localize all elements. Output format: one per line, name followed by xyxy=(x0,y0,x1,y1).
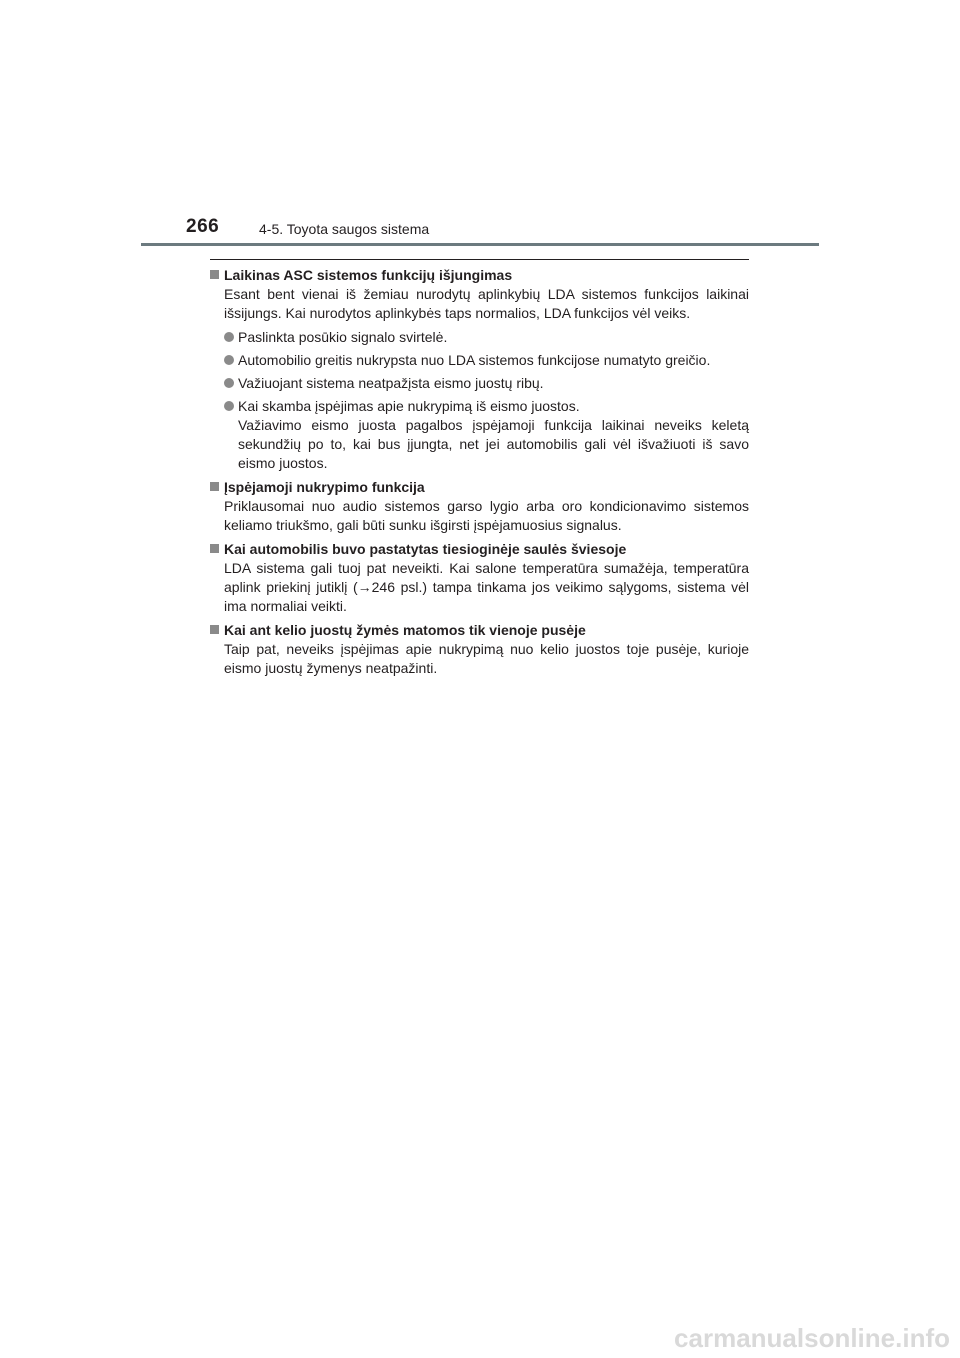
square-bullet-icon xyxy=(210,482,219,491)
list-item: Paslinkta posūkio signalo svirtelė. xyxy=(224,328,749,347)
content xyxy=(210,266,749,678)
square-bullet-icon xyxy=(210,625,219,634)
section-title: Įspėjamoji nukrypimo funkcija xyxy=(210,478,749,497)
content-divider xyxy=(210,259,749,260)
list-item: Kai skamba įspėjimas apie nukrypimą iš eismo juostos. Važiavimo eismo juosta pagalbos įspėjamoji funkcija laikinai neveiks keletą sekundžių po to, kai bus įjungta, net jei automobilis gali vėl išvažiuoti iš savo eismo juostos. xyxy=(224,397,749,473)
circle-bullet-icon xyxy=(224,355,234,365)
section-body: Taip pat, neveiks įspėjimas apie nukrypimą nuo kelio juostos toje pusėje, kurioje eismo juostų žymenys neatpažinti. xyxy=(224,641,749,676)
header-divider xyxy=(141,243,819,246)
bullet-list xyxy=(210,328,749,473)
circle-bullet-icon xyxy=(224,401,234,411)
square-bullet-icon xyxy=(210,544,219,553)
list-item: Važiuojant sistema neatpažįsta eismo juostų ribų. xyxy=(224,374,749,393)
chapter-title: 4-5. Toyota saugos sistema xyxy=(259,221,430,237)
section-title: Kai automobilis buvo pastatytas tiesioginėje saulės šviesoje xyxy=(210,540,749,559)
section-body: LDA sistema gali tuoj pat neveikti. Kai salone temperatūra sumažėja, temperatūra aplink priekinį jutiklį (→246 psl.) tampa tinkama jos veikimo sąlygoms, sistema vėl ima normaliai veikti. xyxy=(224,560,749,614)
circle-bullet-icon xyxy=(224,378,234,388)
section-title: Laikinas ASC sistemos funkcijų išjungimas xyxy=(210,266,749,285)
section-body: Priklausomai nuo audio sistemos garso lygio arba oro kondicionavimo sistemos keliamo triukšmo, gali būti sunku išgirsti įspėjamuosius signalus. xyxy=(224,498,749,533)
list-item: Automobilio greitis nukrypsta nuo LDA sistemos funkcijose numatyto greičio. xyxy=(224,351,749,370)
page-number: 266 xyxy=(186,216,220,237)
circle-bullet-icon xyxy=(224,332,234,342)
section-body: Esant bent vienai iš žemiau nurodytų aplinkybių LDA sistemos funkcijos laikinai išsijungs. Kai nurodytos aplinkybės taps normalios, LDA funkcijos vėl veiks. xyxy=(224,286,749,321)
list-item-continuation: Važiavimo eismo juosta pagalbos įspėjamoji funkcija laikinai neveiks keletą sekundžių po to, kai bus įjungta, net jei automobilis gali vėl išvažiuoti iš savo eismo juostos. xyxy=(238,417,749,471)
section-title: Kai ant kelio juostų žymės matomos tik vienoje pusėje xyxy=(210,621,749,640)
square-bullet-icon xyxy=(210,270,219,279)
watermark: carmanualsonline.info xyxy=(674,1323,950,1353)
